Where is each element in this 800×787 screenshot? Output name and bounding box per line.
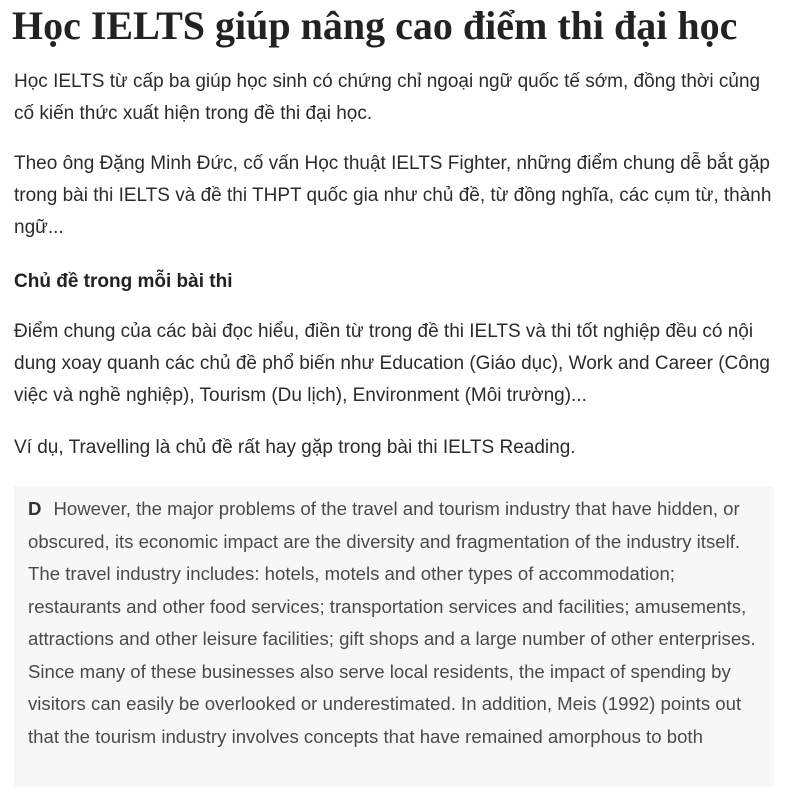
paragraph-example: Ví dụ, Travelling là chủ đề rất hay gặp trong bài thi IELTS Reading. [14,437,576,458]
excerpt-paragraph [14,486,774,753]
excerpt-paragraph-letter: D [28,498,42,519]
reading-excerpt-image [14,486,774,787]
article-title: Học IELTS giúp nâng cao điểm thi đại học [12,3,738,48]
paragraph-expert-quote: Theo ông Đặng Minh Đức, cố vấn Học thuật IELTS Fighter, những điểm chung dễ bắt gặp trong bài thi IELTS và đề thi THPT quốc gia như chủ đề, từ đồng nghĩa, các cụm từ, thành ngữ... [14,153,772,238]
paragraph-topics: Điểm chung của các bài đọc hiểu, điền từ trong đề thi IELTS và thi tốt nghiệp đều có nội dung xoay quanh các chủ đề phổ biến như Education (Giáo dục), Work and Career (Công việc và nghề nghiệp), Tourism (Du lịch), Environment (Môi trường)... [14,321,770,406]
section-heading: Chủ đề trong mỗi bài thi [14,271,233,292]
excerpt-body: However, the major problems of the travel and tourism industry that have hidden, or obscured, its economic impact are the diversity and fragmentation of the industry itself. The travel industry includes: hotels, motels and other types of accommodation; restaurants and other food services; transportation services and facilities; amusements, attractions and other leisure facilities; gift shops and a large number of other enterprises. Since many of these businesses also serve local residents, the impact of spending by visitors can easily be overlooked or underestimated. In addition, Meis (1992) points out that the tourism industry involves concepts that have remained amorphous to both [28,498,756,747]
paragraph-intro: Học IELTS từ cấp ba giúp học sinh có chứng chỉ ngoại ngữ quốc tế sớm, đồng thời củng cố kiến thức xuất hiện trong đề thi đại học. [14,71,761,124]
